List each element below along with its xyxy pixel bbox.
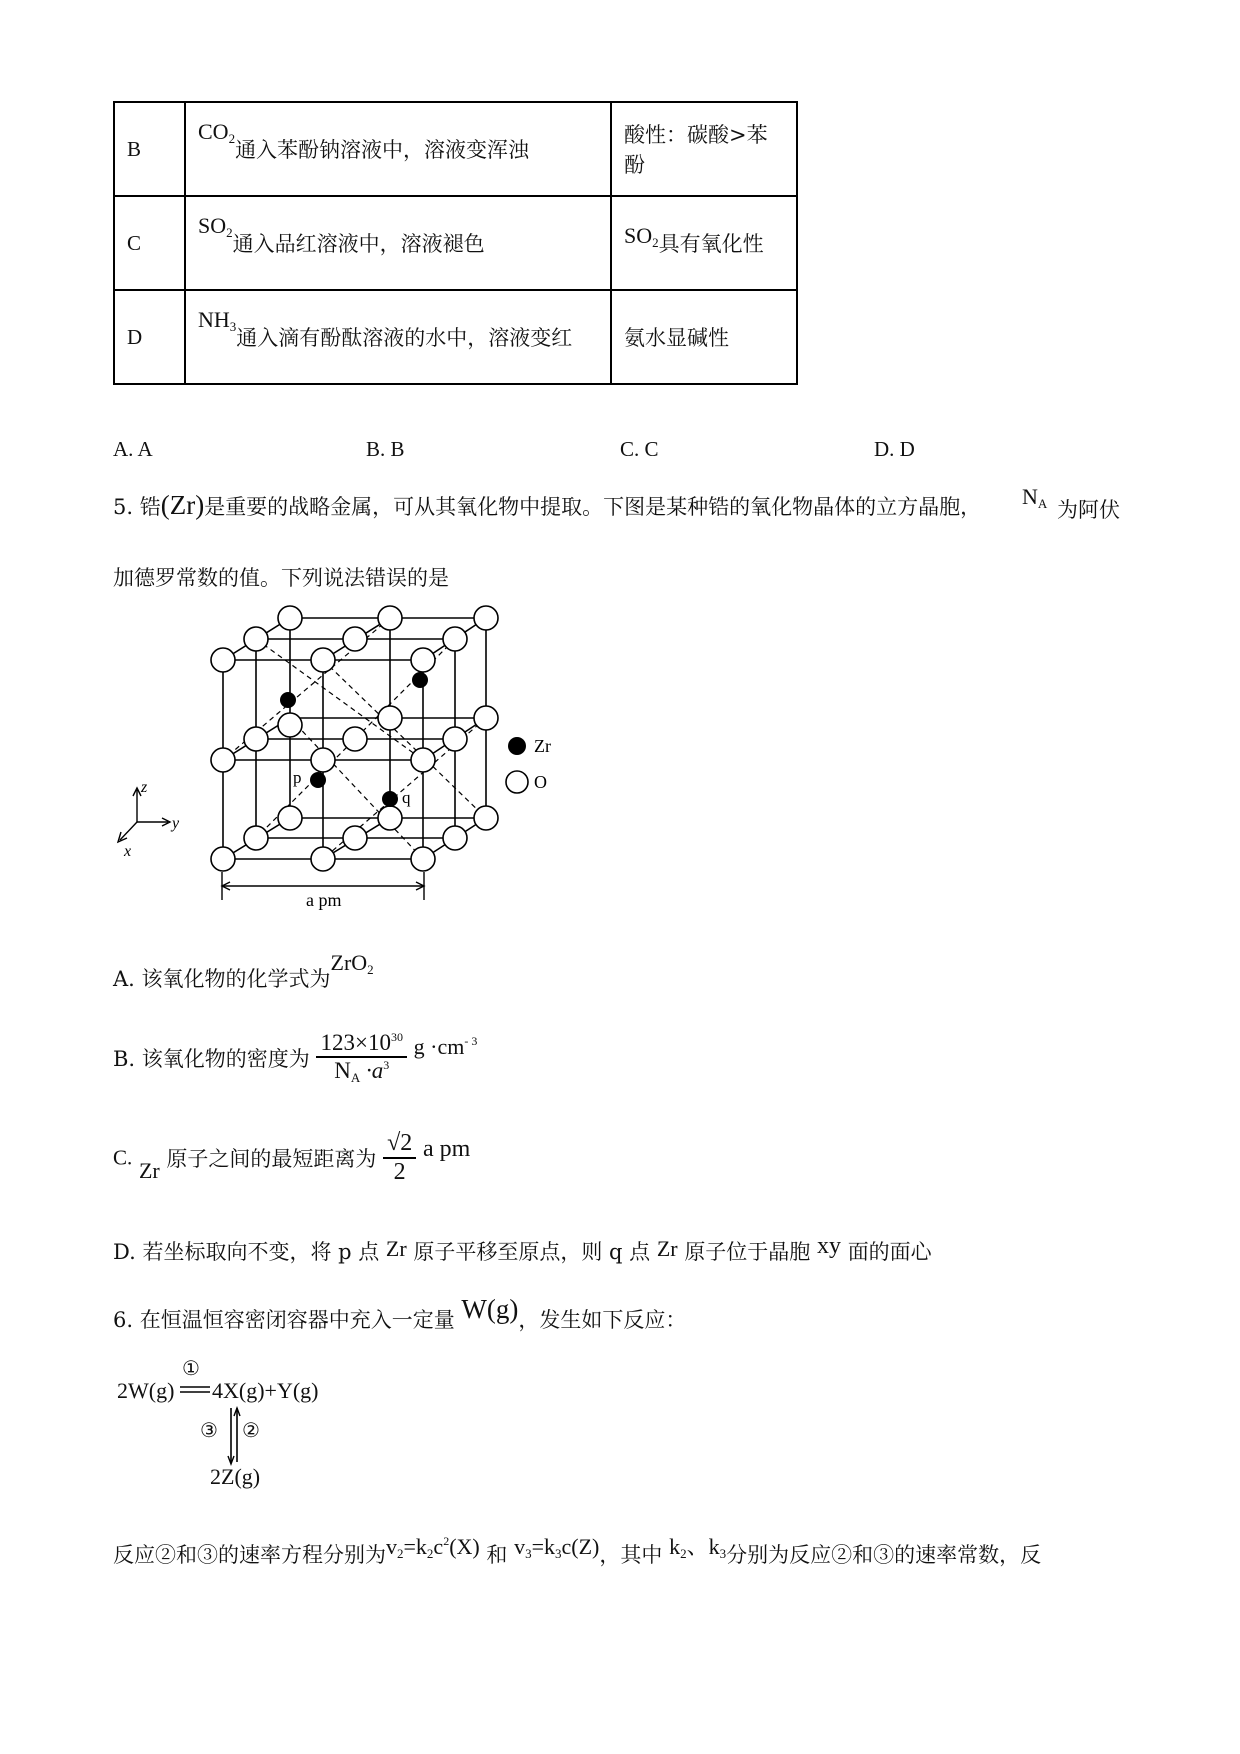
v2-equation: $v_2=k_2c^2(X)$ (386, 1534, 480, 1561)
q6-stem: 6. 在恒温恒容密闭容器中充入一定量 W(g)，发生如下反应： (113, 1294, 687, 1332)
choice-b[interactable]: B. B (366, 437, 405, 461)
q5-stem-line2: 加德罗常数的值。下列说法错误的是 (113, 566, 449, 590)
distance-fraction: $\frac{√2}{2}$ (383, 1130, 416, 1186)
choice-a[interactable]: A. A (113, 437, 153, 461)
eq-right: 4X(g)+Y(g) (212, 1378, 319, 1403)
na-symbol: $N_A$ (1022, 484, 1048, 511)
q5-option-b[interactable] (113, 1030, 477, 1100)
axis-z-label: z (141, 779, 148, 796)
experiment-chem: $CO_2$ (198, 118, 236, 146)
choice-c[interactable]: C. C (620, 437, 659, 461)
option-c-prefix: C. (113, 1145, 133, 1170)
option-a-formula: ZrO$_2$ (330, 950, 374, 977)
option-a-text: A. 该氧化物的化学式为 (113, 967, 331, 991)
density-fraction: $\frac{123\times 10^{30}}{N_A \cdot a^3}$ (316, 1030, 406, 1086)
q5-stem-line1 (113, 490, 981, 521)
equilibrium-arrow-icon (178, 1384, 214, 1396)
v3-equation: $v_3=k_3c(Z)$ (514, 1534, 600, 1561)
q5-stem-mid: 是重要的战略金属，可从其氧化物中提取。下图是某种锆的氧化物晶体的立方晶胞， (204, 495, 982, 519)
row-label: C (114, 196, 185, 290)
row-experiment: $CO_2$通入苯酚钠溶液中，溶液变浑浊 (185, 102, 611, 196)
mark-3: ③ (200, 1418, 218, 1442)
mark-1: ① (182, 1356, 200, 1380)
legend-zr-label: Zr (534, 736, 551, 756)
density-unit: $g \cdot cm^{- 3}$ (413, 1033, 478, 1059)
legend-o-marker (506, 771, 528, 793)
option-c-zr: Zr (138, 1157, 160, 1183)
option-c-text: 原子之间的最短距离为 (166, 1147, 377, 1171)
label-p: p (293, 768, 302, 787)
conclusion-chem: $SO_2$ (624, 222, 659, 250)
w-species: W(g) (461, 1294, 519, 1324)
axis-x-label: x (124, 843, 132, 860)
legend-o-label: O (534, 772, 547, 792)
label-q: q (402, 788, 411, 807)
row-conclusion: 酸性：碳酸>苯酚 (611, 102, 797, 196)
q5-stem-end: 为阿伏 (1057, 498, 1120, 522)
row-experiment: $NH_3$通入滴有酚酞溶液的水中，溶液变红 (185, 290, 611, 384)
eq-bottom: 2Z(g) (210, 1464, 261, 1489)
row-label: D (114, 290, 185, 384)
dimension-label: a pm (306, 890, 342, 910)
row-conclusion: 氨水显碱性 (611, 290, 797, 384)
oxygen-atoms (211, 606, 498, 871)
experiment-chem: $SO_2$ (198, 212, 233, 240)
q5-option-d[interactable]: D. 若坐标取向不变，将 p 点 Zr 原子平移至原点，则 q 点 Zr 原子位于晶胞 xy 面的面心 (113, 1233, 932, 1264)
legend-zr-marker (508, 737, 526, 755)
table-row (114, 290, 797, 384)
crystal-cell-figure (110, 600, 590, 910)
row-experiment: $SO_2$通入品红溶液中，溶液褪色 (185, 196, 611, 290)
k-constants: $k_2$、$k_3$ (669, 1534, 727, 1561)
option-b-text: B. 该氧化物的密度为 (113, 1047, 310, 1071)
row-label: B (114, 102, 185, 196)
q5-option-a[interactable] (113, 950, 374, 994)
q5-stem-start: 5. 锆 (113, 495, 161, 519)
mark-2: ② (242, 1418, 260, 1442)
q5-option-c[interactable] (113, 1130, 470, 1210)
experiment-chem: $NH_3$ (198, 306, 237, 334)
vertical-equilibrium-icon (226, 1406, 242, 1466)
option-c-unit: a pm (422, 1135, 471, 1162)
zr-symbol: (Zr) (160, 490, 205, 520)
eq-left: 2W(g) (117, 1378, 175, 1403)
axes-icon (118, 788, 170, 842)
table-row (114, 102, 797, 196)
axis-y-label: y (172, 815, 180, 832)
options-table (113, 101, 798, 385)
row-conclusion: $SO_2$具有氧化性 (611, 196, 797, 290)
q6-rate-line: 反应②和③的速率方程分别为$v_2=k_2c^2(X)$ 和 $v_3=k_3c(Z)$，其中 $k_2$、$k_3$分别为反应②和③的速率常数，反 (113, 1534, 1042, 1567)
choice-d[interactable]: D. D (874, 437, 915, 461)
table-row (114, 196, 797, 290)
